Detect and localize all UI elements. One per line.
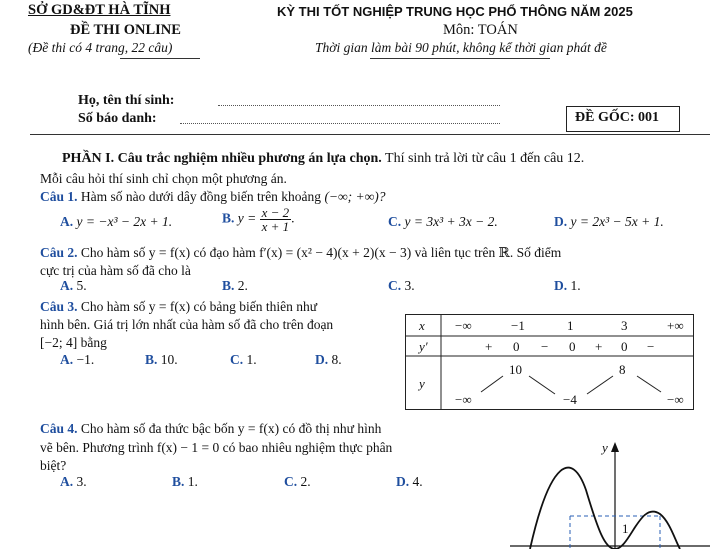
q4-option-d-label: D. [396, 474, 410, 489]
q3-option-d[interactable] [315, 352, 342, 368]
table-row-y: y [419, 376, 425, 391]
arrow-up [481, 376, 503, 392]
q1-option-b-label: B. [222, 210, 235, 226]
arrow-down [529, 376, 555, 394]
q2-option-c-text: 3. [404, 278, 415, 293]
q3-option-b-label: B. [145, 352, 158, 367]
q4-label: Câu 4. [40, 421, 78, 436]
q1-option-b[interactable] [222, 206, 295, 233]
q1-option-d-text: y = 2x³ − 5x + 1. [570, 214, 664, 229]
q3-option-b[interactable] [145, 352, 178, 368]
q3-line1: Cho hàm số y = f(x) có bảng biến thiên như [80, 299, 318, 314]
part1-intro: Thí sinh trả lời từ câu 1 đến câu 12. [385, 151, 585, 166]
q1-label: Câu 1. [40, 189, 78, 204]
graph-mark-1: 1 [622, 521, 629, 536]
q3-option-a[interactable] [60, 352, 94, 368]
q4-option-c[interactable] [284, 474, 311, 490]
table-sign: 0 [569, 339, 576, 354]
student-name-field[interactable] [218, 105, 500, 106]
q2-option-b-label: B. [222, 278, 235, 293]
table-sign: − [541, 339, 549, 354]
q3-option-d-label: D. [315, 352, 329, 367]
table-y-val: −4 [563, 392, 577, 407]
q1-option-b-pre: y = [237, 210, 257, 226]
q3-option-d-text: 8. [331, 352, 342, 367]
table-y-val: 10 [509, 362, 522, 377]
q3-option-b-text: 10. [160, 352, 178, 367]
header-page-note: (Đề thi có 4 trang, 22 câu) [28, 40, 173, 55]
q2-option-d[interactable] [554, 278, 581, 294]
header-subject: Môn: TOÁN [443, 22, 518, 38]
q4-option-b[interactable] [172, 474, 198, 490]
q1-option-b-den: x + 1 [261, 219, 290, 234]
q4-line1: Cho hàm số đa thức bậc bốn y = f(x) có đồ thị như hình [80, 421, 382, 436]
graph-y-label: y [602, 440, 608, 455]
q1-option-d[interactable] [554, 214, 664, 230]
q2-stem [40, 245, 561, 261]
q4-option-d-text: 4. [412, 474, 423, 489]
arrow-up [587, 376, 613, 394]
q3-stem [40, 299, 317, 315]
header-exam-title: KỲ THI TỐT NGHIỆP TRUNG HỌC PHỔ THÔNG NĂM 2025 [277, 4, 633, 19]
q3-option-c[interactable] [230, 352, 257, 368]
table-sign: 0 [621, 339, 628, 354]
q4-option-c-text: 2. [300, 474, 311, 489]
q1-text: Hàm số nào dưới dây đồng biến trên khoảng [80, 189, 322, 204]
student-id-field[interactable] [180, 123, 500, 124]
q1-option-c-label: C. [388, 214, 402, 229]
table-x-val: 1 [567, 318, 574, 333]
q3-line3: [−2; 4] bằng [40, 335, 107, 350]
arrow-down [637, 376, 661, 392]
student-id-label: Số báo danh: [78, 111, 157, 126]
q1-option-a-text: y = −x³ − 2x + 1. [76, 214, 173, 229]
q2-option-d-text: 1. [570, 278, 581, 293]
table-row-yprime: y′ [419, 339, 428, 354]
part1-intro2: Mỗi câu hỏi thí sinh chỉ chọn một phương án. [40, 171, 287, 186]
q1-option-b-num: x − 2 [261, 205, 290, 220]
q3-label: Câu 3. [40, 299, 78, 314]
q4-stem [40, 421, 381, 437]
part1-heading [62, 151, 584, 167]
q2-option-d-label: D. [554, 278, 568, 293]
header-time: Thời gian làm bài 90 phút, không kể thời gian phát đề [315, 40, 607, 55]
table-y-val: −∞ [455, 392, 472, 407]
q2-option-c[interactable] [388, 278, 415, 294]
q3-variation-table [405, 314, 695, 410]
q4-line2: vẽ bên. Phương trình f(x) − 1 = 0 có bao nhiêu nghiệm thực phân [40, 440, 393, 455]
q2-label: Câu 2. [40, 245, 78, 260]
q2-option-b-text: 2. [237, 278, 248, 293]
graph-curve [530, 468, 680, 549]
info-divider [30, 134, 710, 135]
q1-option-b-post: . [291, 210, 295, 226]
table-x-val: 3 [621, 318, 628, 333]
q2-option-a-text: 5. [76, 278, 87, 293]
q2-option-a[interactable] [60, 278, 87, 294]
q1-option-c[interactable] [388, 214, 498, 230]
q2-option-c-label: C. [388, 278, 402, 293]
table-sign: − [647, 339, 655, 354]
q3-option-c-text: 1. [246, 352, 257, 367]
exam-code: ĐỀ GỐC: 001 [575, 110, 659, 125]
header-underline-right [370, 58, 550, 59]
q3-option-a-label: A. [60, 352, 74, 367]
table-x-val: −1 [511, 318, 525, 333]
table-sign: 0 [513, 339, 520, 354]
q4-option-b-text: 1. [187, 474, 198, 489]
q1-interval: (−∞; +∞)? [324, 189, 386, 204]
table-sign: + [595, 339, 603, 354]
q4-graph [510, 430, 710, 549]
table-sign: + [485, 339, 493, 354]
part1-title: PHẦN I. Câu trắc nghiệm nhiều phương án lựa chọn. [62, 151, 382, 166]
exam-code-box [566, 106, 680, 132]
q2-option-a-label: A. [60, 278, 74, 293]
header-org: SỞ GD&ĐT HÀ TĨNH [28, 2, 171, 18]
q3-line2: hình bên. Giá trị lớn nhất của hàm số đã cho trên đoạn [40, 317, 334, 332]
q1-option-a-label: A. [60, 214, 74, 229]
q4-option-a-label: A. [60, 474, 74, 489]
q2-option-b[interactable] [222, 278, 248, 294]
table-y-val: 8 [619, 362, 626, 377]
q1-stem [40, 189, 386, 205]
graph-y-arrow [611, 442, 619, 452]
q4-option-a[interactable] [60, 474, 87, 490]
q2-text: Cho hàm số y = f(x) có đạo hàm f′(x) = (x² − 4)(x + 2)(x − 3) và liên tục trên ℝ. Số điểm [80, 245, 562, 260]
q4-option-d[interactable] [396, 474, 423, 490]
student-name-label: Họ, tên thí sinh: [78, 93, 175, 108]
q4-option-a-text: 3. [76, 474, 87, 489]
header-exam-type: ĐỀ THI ONLINE [70, 22, 181, 38]
table-y-val: −∞ [667, 392, 684, 407]
q4-line3: biệt? [40, 458, 67, 473]
header-underline-left [120, 58, 200, 59]
q2-text2: cực trị của hàm số đã cho là [40, 263, 191, 278]
q4-option-c-label: C. [284, 474, 298, 489]
q1-option-d-label: D. [554, 214, 568, 229]
table-row-x: x [419, 318, 425, 333]
q3-option-c-label: C. [230, 352, 244, 367]
table-x-val: +∞ [667, 318, 684, 333]
table-border [406, 315, 694, 410]
q4-option-b-label: B. [172, 474, 185, 489]
table-x-val: −∞ [455, 318, 472, 333]
q3-option-a-text: −1. [76, 352, 95, 367]
q1-option-c-text: y = 3x³ + 3x − 2. [404, 214, 498, 229]
q1-option-a[interactable] [60, 214, 172, 230]
q1-option-b-fraction [260, 205, 295, 234]
